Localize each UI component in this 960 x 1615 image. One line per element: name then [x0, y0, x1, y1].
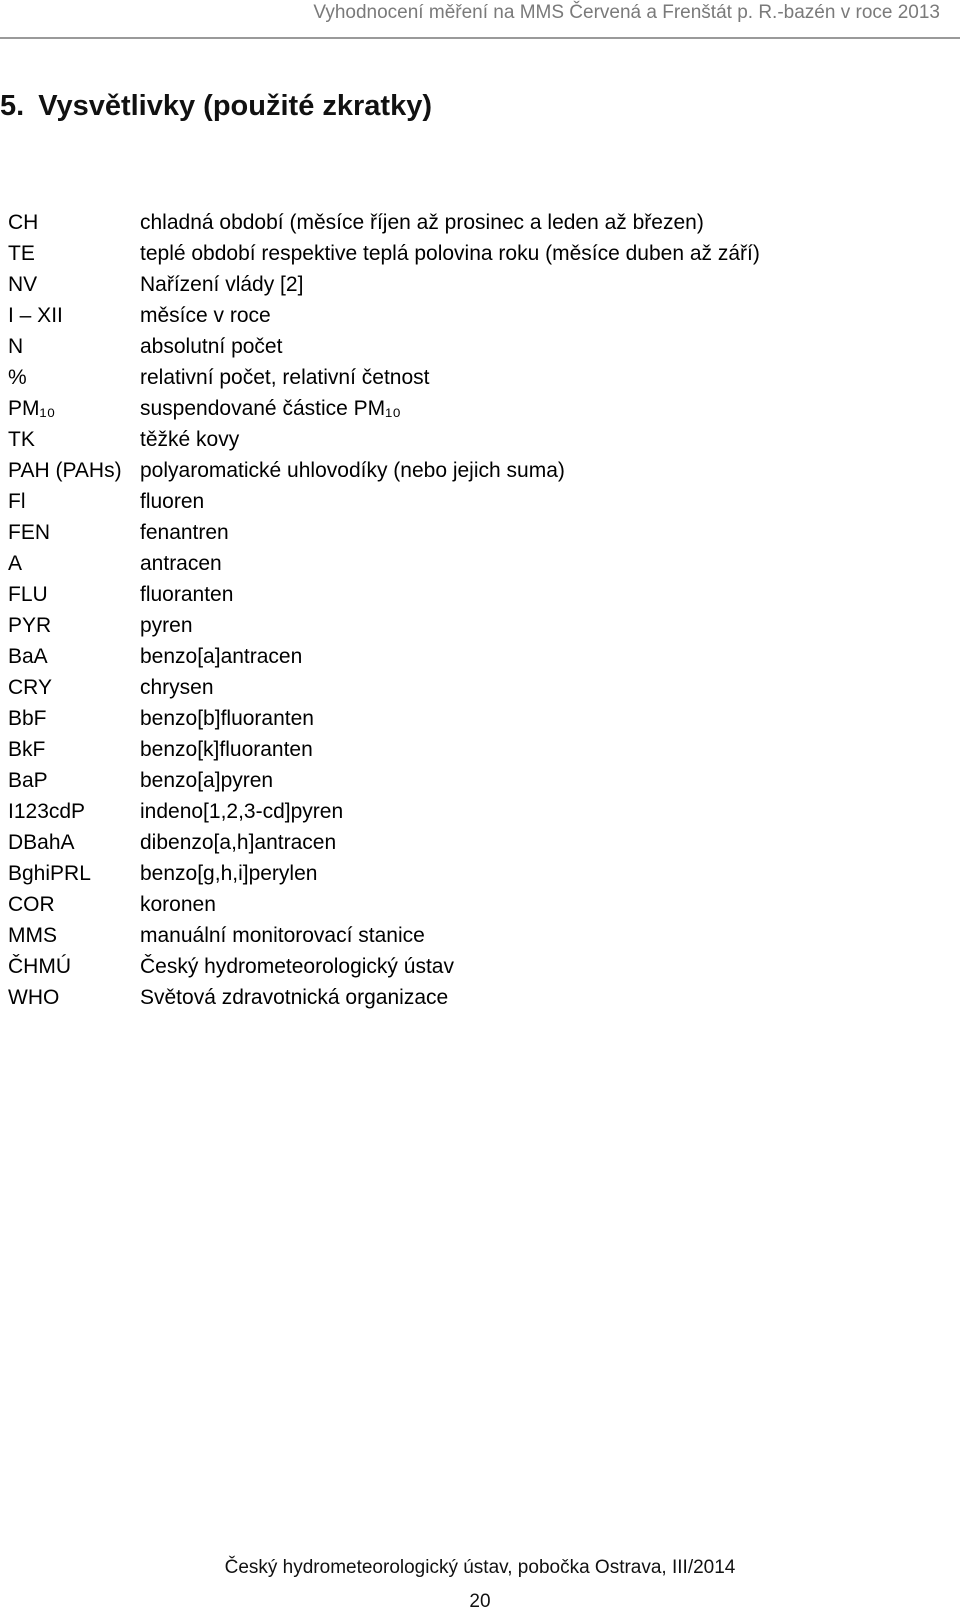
- abbreviation-term: ČHMÚ: [8, 955, 71, 978]
- abbreviation-row: [8, 641, 948, 672]
- abbreviation-row: [8, 858, 948, 889]
- abbreviation-definition: antracen: [140, 552, 222, 575]
- abbreviation-row: [8, 610, 948, 641]
- abbreviation-term: PM₁₀: [8, 397, 56, 420]
- abbreviation-definition: fluoranten: [140, 583, 234, 606]
- abbreviation-definition: dibenzo[a,h]antracen: [140, 831, 337, 854]
- abbreviation-term: PYR: [8, 614, 52, 637]
- abbreviation-row: [8, 207, 948, 238]
- abbreviation-definition: fenantren: [140, 521, 229, 544]
- header-divider: [0, 37, 960, 39]
- abbreviation-term: BaP: [8, 769, 48, 792]
- abbreviation-term: A: [8, 552, 23, 575]
- abbreviation-definition: Světová zdravotnická organizace: [140, 986, 449, 1009]
- abbreviation-definition: fluoren: [140, 490, 205, 513]
- abbreviation-row: [8, 827, 948, 858]
- abbreviation-term: NV: [8, 273, 38, 296]
- abbreviation-row: [8, 703, 948, 734]
- abbreviation-definition: Nařízení vlády [2]: [140, 273, 304, 296]
- abbreviation-row: [8, 579, 948, 610]
- abbreviation-term: BghiPRL: [8, 862, 91, 885]
- abbreviation-term: MMS: [8, 924, 57, 947]
- abbreviation-row: [8, 672, 948, 703]
- abbreviation-row: [8, 362, 948, 393]
- abbreviation-row: [8, 889, 948, 920]
- abbreviation-row: [8, 517, 948, 548]
- abbreviation-term: WHO: [8, 986, 60, 1009]
- abbreviation-term: %: [8, 366, 27, 389]
- abbreviation-term: Fl: [8, 490, 26, 513]
- abbreviation-term: BaA: [8, 645, 48, 668]
- abbreviation-definition: benzo[k]fluoranten: [140, 738, 313, 761]
- section-title: Vysvětlivky (použité zkratky): [38, 90, 432, 122]
- abbreviation-row: [8, 331, 948, 362]
- abbreviation-row: [8, 796, 948, 827]
- abbreviation-definition: teplé období respektive teplá polovina roku (měsíce duben až září): [140, 242, 760, 265]
- abbreviation-row: [8, 455, 948, 486]
- abbreviation-term: BbF: [8, 707, 47, 730]
- abbreviation-row: [8, 548, 948, 579]
- abbreviation-term: FEN: [8, 521, 50, 544]
- abbreviation-term: PAH (PAHs): [8, 459, 122, 482]
- abbreviation-row: [8, 424, 948, 455]
- section-heading: [0, 88, 432, 124]
- abbreviation-term: N: [8, 335, 24, 358]
- section-number: 5.: [0, 90, 25, 122]
- abbreviation-definition: benzo[a]antracen: [140, 645, 303, 668]
- abbreviation-row: [8, 920, 948, 951]
- abbreviation-definition: benzo[b]fluoranten: [140, 707, 314, 730]
- abbreviation-row: [8, 951, 948, 982]
- abbreviation-term: TE: [8, 242, 35, 265]
- abbreviation-row: [8, 393, 948, 424]
- abbreviation-definition: polyaromatické uhlovodíky (nebo jejich suma): [140, 459, 565, 482]
- abbreviation-term: BkF: [8, 738, 46, 761]
- abbreviation-definition: Český hydrometeorologický ústav: [140, 955, 454, 978]
- abbreviation-term: FLU: [8, 583, 48, 606]
- abbreviation-definition: absolutní počet: [140, 335, 283, 358]
- abbreviation-row: [8, 734, 948, 765]
- abbreviation-term: CH: [8, 211, 39, 234]
- abbreviation-definition: těžké kovy: [140, 428, 240, 451]
- abbreviation-term: I – XII: [8, 304, 63, 327]
- abbreviation-list: [8, 207, 948, 1013]
- abbreviation-row: [8, 300, 948, 331]
- abbreviation-term: DBahA: [8, 831, 75, 854]
- abbreviation-term: COR: [8, 893, 55, 916]
- abbreviation-definition: indeno[1,2,3-cd]pyren: [140, 800, 344, 823]
- abbreviation-term: TK: [8, 428, 35, 451]
- abbreviation-row: [8, 269, 948, 300]
- abbreviation-definition: benzo[g,h,i]perylen: [140, 862, 318, 885]
- abbreviation-definition: suspendované částice PM₁₀: [140, 397, 401, 420]
- abbreviation-definition: měsíce v roce: [140, 304, 271, 327]
- abbreviation-term: I123cdP: [8, 800, 86, 823]
- abbreviation-definition: chladná období (měsíce říjen až prosinec a leden až březen): [140, 211, 704, 234]
- abbreviation-row: [8, 765, 948, 796]
- abbreviation-definition: pyren: [140, 614, 193, 637]
- footer-text: Český hydrometeorologický ústav, pobočka Ostrava, III/2014: [224, 1557, 736, 1578]
- page-number: 20: [469, 1591, 491, 1612]
- abbreviation-term: CRY: [8, 676, 52, 699]
- abbreviation-definition: chrysen: [140, 676, 214, 699]
- running-header: Vyhodnocení měření na MMS Červená a Frenštát p. R.-bazén v roce 2013: [313, 2, 940, 23]
- abbreviation-row: [8, 486, 948, 517]
- abbreviation-definition: relativní počet, relativní četnost: [140, 366, 430, 389]
- abbreviation-row: [8, 238, 948, 269]
- abbreviation-definition: koronen: [140, 893, 216, 916]
- abbreviation-definition: benzo[a]pyren: [140, 769, 274, 792]
- abbreviation-row: [8, 982, 948, 1013]
- abbreviation-definition: manuální monitorovací stanice: [140, 924, 425, 947]
